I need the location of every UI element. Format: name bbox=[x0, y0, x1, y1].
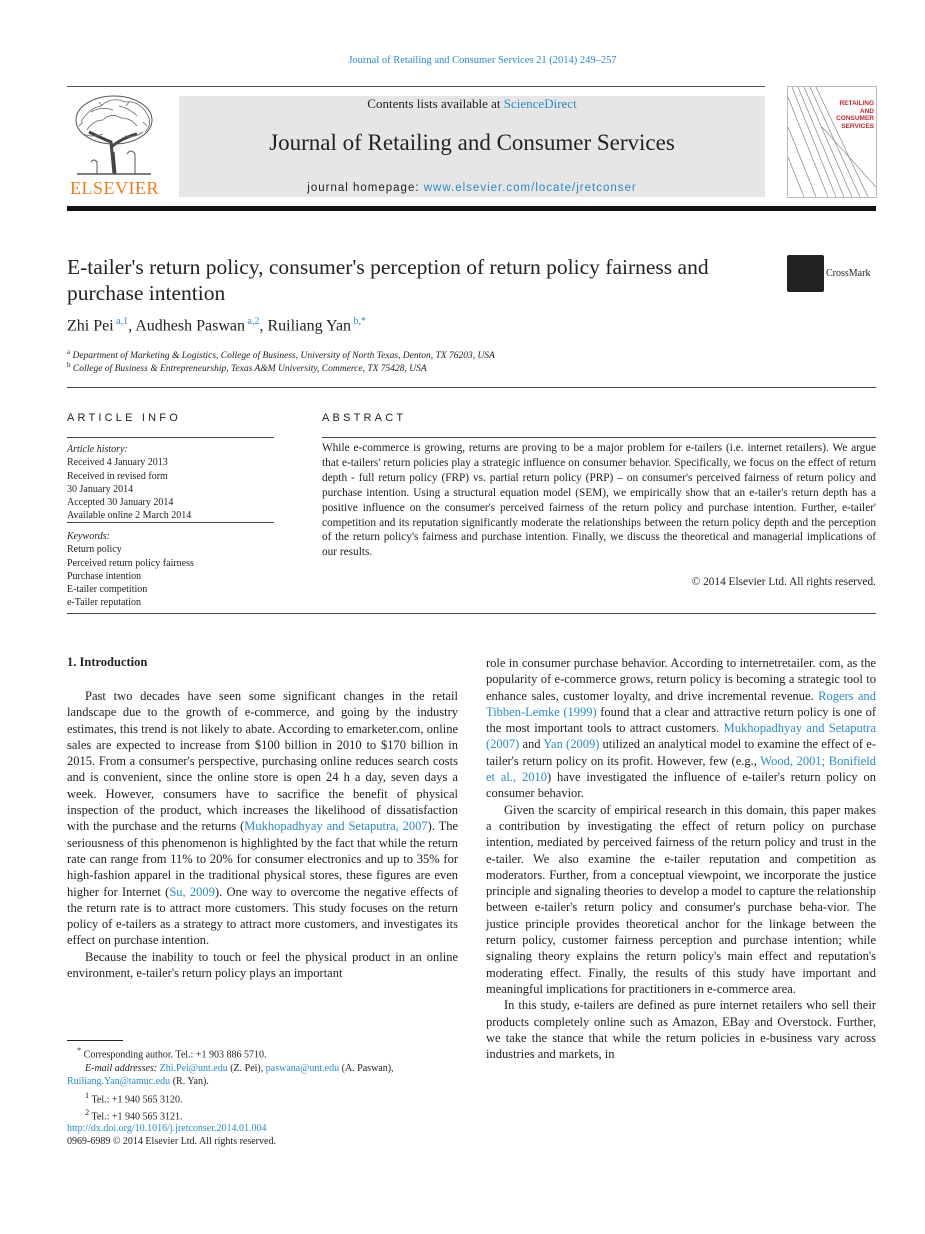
paragraph-text: ). One way to overcome the negative effects of the return rate is to attract more customers. This study focuses on the return policy of e-tailers as a strategy to attract more customers, and investigates its effect on purchase intention. bbox=[67, 884, 459, 948]
author-separator: , bbox=[259, 317, 268, 335]
paragraph bbox=[67, 688, 458, 949]
elsevier-tree-icon bbox=[69, 92, 159, 176]
footnote-text: Corresponding author. Tel.: +1 903 886 5710. bbox=[83, 1049, 267, 1061]
paragraph: Because the inability to touch or feel the physical product in an online environment, e-tailer's return policy plays an important bbox=[67, 949, 458, 981]
email-owner: (Z. Pei), bbox=[227, 1062, 266, 1074]
sciencedirect-link[interactable]: ScienceDirect bbox=[503, 96, 577, 111]
email-owner: (R. Yan). bbox=[170, 1076, 209, 1088]
intro-left-column bbox=[67, 688, 458, 981]
email-link[interactable]: Ruiliang.Yan@tamuc.edu bbox=[67, 1076, 171, 1088]
issn-copyright: 0969-6989 © 2014 Elsevier Ltd. All rights reserved. bbox=[67, 1136, 276, 1147]
footnote-tel2: $^2$ Tel.: +1 940 565 3121. bbox=[85, 1108, 183, 1123]
citation-link[interactable]: Wood, 2001; Bonifield et al., 2010 bbox=[486, 753, 876, 785]
doi-link[interactable] bbox=[67, 1123, 267, 1134]
citation-link[interactable]: Rogers and Tibben-Lemke (1999) bbox=[486, 688, 877, 719]
footnote-text: Tel.: +1 940 565 3120. bbox=[91, 1093, 183, 1105]
divider bbox=[67, 437, 274, 438]
author-name[interactable]: Zhi Pei bbox=[67, 317, 114, 335]
paragraph-text: ). The seriousness of this phenomenon is highlighted by the fact that while the return rate can range from 11% to 20% for consumer electronics and up to 35% for high-fashion apparel in the traditional physical stores, these figures are even higher for Internet ( bbox=[67, 819, 459, 899]
cover-line: AND bbox=[859, 107, 874, 115]
author-separator: , bbox=[128, 317, 136, 335]
author-marker-text[interactable]: a,2 bbox=[247, 316, 260, 327]
journal-cover-thumbnail[interactable] bbox=[787, 86, 877, 198]
crossmark-label: CrossMark bbox=[826, 268, 871, 279]
section-heading: 1. Introduction bbox=[67, 655, 148, 669]
history-item: Accepted 30 January 2014 bbox=[67, 497, 174, 509]
citation-link[interactable]: Mukhopadhyay and Setaputra, 2007 bbox=[244, 819, 428, 834]
author-marker-text[interactable]: a,1 bbox=[116, 316, 129, 327]
paragraph-text: utilized an analytical model to examine the effect of e-tailer's return policy on its profit. However, few (e.g., bbox=[486, 737, 876, 768]
cover-line: RETAILING bbox=[839, 100, 874, 107]
history-label: Article history: bbox=[67, 444, 128, 455]
citation-link[interactable]: Mukhopadhyay and Setaputra (2007) bbox=[486, 721, 876, 752]
article-info-heading: ARTICLE INFO bbox=[67, 412, 181, 424]
footnote-emails bbox=[67, 1062, 458, 1075]
journal-homepage bbox=[179, 182, 765, 194]
footnote-text: Tel.: +1 940 565 3121. bbox=[91, 1111, 183, 1123]
contents-prefix: Contents lists available at bbox=[367, 96, 504, 111]
paragraph: Given the scarcity of empirical research in this domain, this paper makes a contribution by investigating the effect of return policy on purchase intention, mediated by perceived fairness of the return policy and trust in the e-tailer. We also examine the e-tailer reputation and competition as moderators. Further, from a conceptual viewpoint, we incorporate the justice principle and signaling theories to develop a model to capture the relationship between e-tailer's return policy and consumer's purchase beha-vior. The justice principle provides theoretical anchor for the linkage between the return policy, customer fairness perception and purchase intention; while signaling theory explains the return policy's main effect and reputation's moderating effect. Finally, the results of this study have important and meaningful implications for practitioners in e-commerce area. bbox=[486, 802, 876, 996]
footnote-corresponding: * Corresponding author. Tel.: +1 903 886 5710. bbox=[77, 1046, 267, 1061]
journal-title: Journal of Retailing and Consumer Services bbox=[269, 130, 675, 155]
keywords-label: Keywords: bbox=[67, 531, 110, 542]
author-name[interactable]: Audhesh Paswan bbox=[135, 317, 246, 335]
author-marker[interactable] bbox=[351, 316, 366, 327]
keyword: e-Tailer reputation bbox=[67, 597, 141, 609]
paragraph-text: Past two decades have seen some significant changes in the retail landscape due to the growth of e-commerce, and going by the industry estimates, this trend is not likely to abate. According to emarketer.com, online sales are expected to increase from $100 billion in 2010 to $170 billion in 2015. From a consumer's perspective, purchasing online reduces search costs and is convenient, since the online store is open 24 h a day, seven days a week. However, consumers have to sacrifice the benefit of physical inspection of the product, which increases the likelihood of dissatisfaction with the purchase and the returns ( bbox=[67, 689, 458, 834]
homepage-prefix: journal homepage: bbox=[307, 182, 424, 194]
affiliation bbox=[67, 361, 427, 374]
affiliation-mark: b bbox=[67, 361, 71, 369]
history-item: Received in revised form bbox=[67, 470, 168, 482]
paragraph-text: ) have investigated the influence of e-tailer's return policy on consumer behavior. bbox=[486, 770, 876, 801]
keyword: Return policy bbox=[67, 544, 122, 556]
paragraph-text: found that a clear and attractive return policy is one of the most important tools to attract customers. bbox=[486, 704, 876, 736]
crossmark-button[interactable] bbox=[787, 254, 877, 294]
journal-citation[interactable]: Journal of Retailing and Consumer Services 21 (2014) 249–257 bbox=[348, 55, 617, 66]
history-item: Received 4 January 2013 bbox=[67, 457, 168, 469]
elsevier-logo[interactable] bbox=[67, 92, 162, 200]
email-link[interactable]: paswana@unt.edu bbox=[265, 1062, 340, 1074]
header-rule bbox=[67, 86, 765, 87]
keyword: Perceived return policy fairness bbox=[67, 557, 194, 569]
divider bbox=[322, 437, 876, 438]
divider bbox=[67, 613, 876, 614]
affiliation-mark: a bbox=[67, 348, 71, 356]
divider bbox=[67, 522, 274, 523]
abstract-heading: ABSTRACT bbox=[322, 412, 407, 424]
elsevier-wordmark: ELSEVIER bbox=[70, 178, 159, 198]
author-marker[interactable] bbox=[114, 316, 128, 327]
paragraph: In this study, e-tailers are defined as pure internet retailers who sell their products completely online such as Amazon, EBay and Overstock. Further, we take the stance that while the return policies in e-business vary across industries and markets, in bbox=[486, 998, 876, 1062]
abstract-text: While e-commerce is growing, returns are proving to be a major problem for e-tailers (i.e. internet retailers). We argue that e-tailers' return policies play a strategic influence on consumer behavior. Specifically, we focus on the effect of return depth - full return policy (FRP) vs. partial return policy (PRP) – on consumer's perceived fairness of return policy and purchase intention. Using a structural equation model (SEM), we empirically show that an e-tailer's return depth has a positive influence on the consumer's perceived fairness of the return policy and purchase intention. Further, e-tailer' competition and its reputation significantly moderate the relationships between the return policy depth and the perception of the return policy's fairness and purchase intention. Finally, we discuss the theoretical and managerial implications of our results. bbox=[322, 442, 876, 559]
affiliation-text: College of Business & Entrepreneurship, Texas A&M University, Commerce, TX 75428, USA bbox=[72, 364, 427, 375]
affiliation bbox=[67, 348, 495, 361]
intro-right-column bbox=[486, 655, 876, 1062]
contents-line bbox=[179, 96, 765, 112]
cover-line: SERVICES bbox=[841, 122, 874, 130]
author-list bbox=[67, 316, 366, 335]
author-name[interactable]: Ruiliang Yan bbox=[267, 317, 352, 335]
cover-line: CONSUMER bbox=[836, 115, 874, 122]
article-title: E-tailer's return policy, consumer's perception of return policy fairness and purchase intention bbox=[67, 255, 709, 305]
crossmark-icon bbox=[787, 255, 824, 292]
citation-link[interactable]: Su, 2009 bbox=[169, 884, 215, 899]
doi-text[interactable]: http://dx.doi.org/10.1016/j.jretconser.2014.01.004 bbox=[67, 1123, 267, 1134]
keywords bbox=[67, 530, 274, 610]
homepage-link[interactable]: www.elsevier.com/locate/jretconser bbox=[423, 182, 637, 194]
email-label: E-mail addresses: bbox=[85, 1062, 160, 1074]
footnote-emails-cont bbox=[67, 1075, 458, 1088]
citation-link[interactable]: Yan (2009) bbox=[543, 737, 600, 752]
cover-title bbox=[828, 100, 874, 130]
history-item: Available online 2 March 2014 bbox=[67, 510, 192, 522]
footnotes bbox=[67, 1044, 458, 1124]
paragraph bbox=[486, 655, 876, 802]
email-owner: (A. Paswan), bbox=[339, 1062, 394, 1074]
author-marker-text[interactable]: b,* bbox=[353, 316, 367, 327]
affiliation-text: Department of Marketing & Logistics, College of Business, University of North Texas, Denton, TX 76203, USA bbox=[72, 351, 495, 362]
footnote-tel1: $^1$ Tel.: +1 940 565 3120. bbox=[85, 1090, 183, 1105]
history-item: 30 January 2014 bbox=[67, 483, 134, 495]
email-link[interactable]: Zhi.Pei@unt.edu bbox=[159, 1062, 228, 1074]
keyword: Purchase intention bbox=[67, 570, 142, 582]
keyword: E-tailer competition bbox=[67, 584, 148, 596]
author-marker[interactable] bbox=[245, 316, 259, 327]
paragraph-text: role in consumer purchase behavior. According to internetretailer. com, as the popularity of e-commerce grows, return policy is becoming a strategic tool to enhance sales, customer loyalty, and drive incremental revenue. bbox=[486, 656, 876, 703]
footnote-rule bbox=[67, 1040, 123, 1041]
header-thick-rule bbox=[67, 206, 876, 211]
abstract-copyright: © 2014 Elsevier Ltd. All rights reserved. bbox=[691, 576, 876, 588]
paragraph-text: and bbox=[519, 737, 544, 752]
divider bbox=[67, 387, 876, 388]
article-history bbox=[67, 443, 274, 523]
